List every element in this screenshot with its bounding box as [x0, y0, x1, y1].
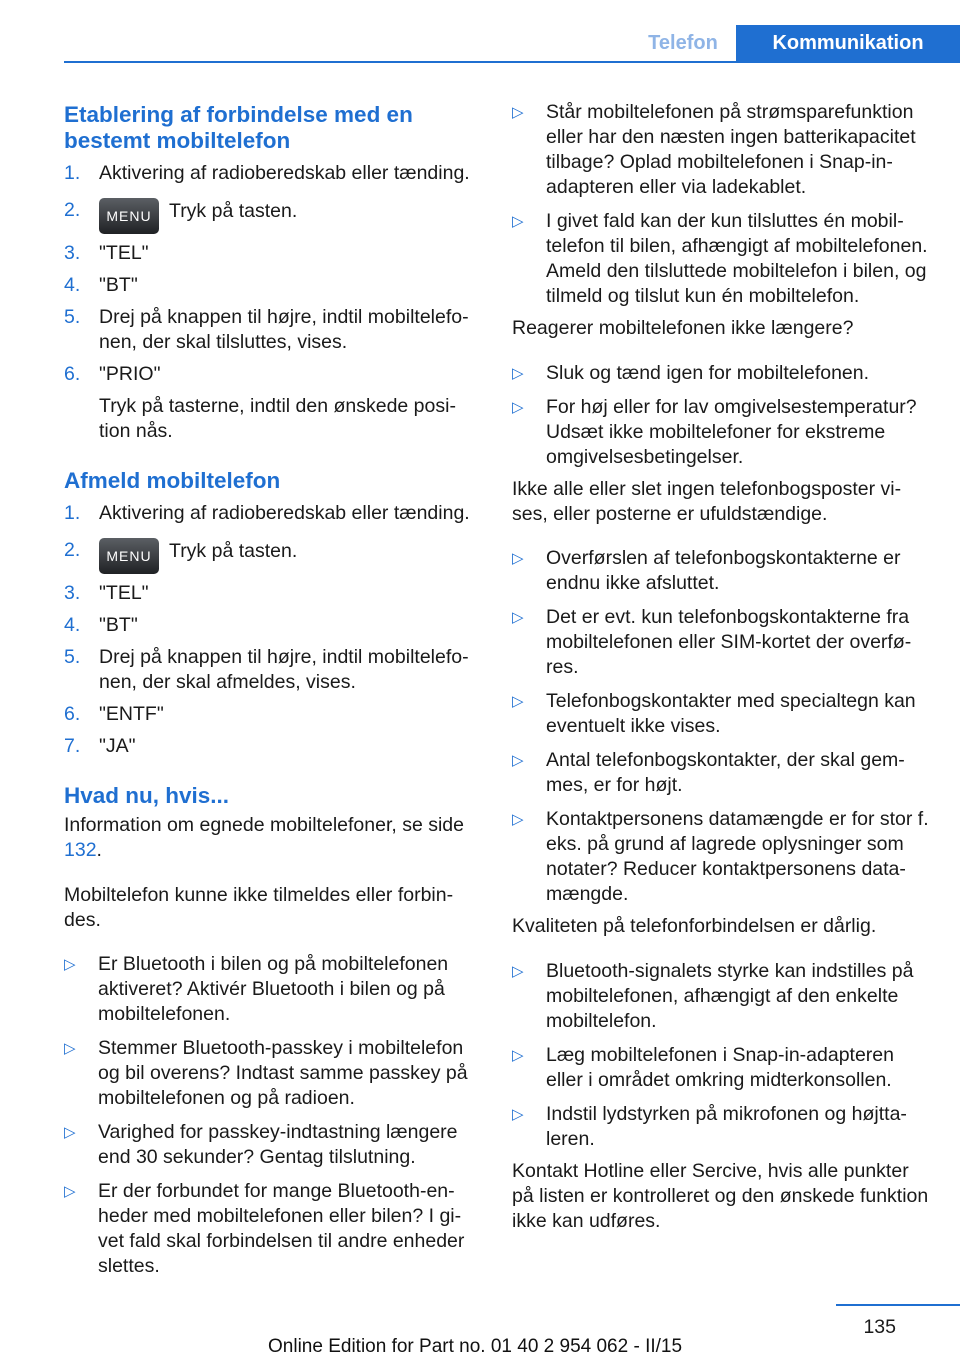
- step: [64, 305, 480, 355]
- list-item-text: I givet fald kan der kun tilsluttes én mobiltelefon til bilen, afhængigt af mobiltelefonen. Ameld den tilsluttede mobiltelefon i bilen, og tilmeld og tilslut kun én mobiltelefon.: [546, 210, 928, 307]
- footer-edition: Online Edition for Part no. 01 40 2 954 062 - II/15: [268, 1336, 683, 1357]
- step-content: [99, 538, 480, 574]
- left-column: [64, 102, 480, 1279]
- list-item: [512, 546, 930, 596]
- list-item: [512, 395, 930, 470]
- step: [64, 645, 480, 695]
- problem-text: Kvaliteten på telefonforbindelsen er dårlig.: [512, 915, 877, 937]
- step-content: [99, 198, 480, 234]
- header-tab-kommunikation[interactable]: Kommunikation: [736, 25, 960, 63]
- step-text: Drej på knappen til højre, indtil mobiltelefonen, der skal tilsluttes, vises.: [99, 306, 469, 353]
- page-number: 135: [863, 1316, 896, 1338]
- step: [64, 581, 480, 606]
- triangle-bullet-icon: ▷: [512, 398, 524, 416]
- step-text: "PRIO": [99, 363, 161, 385]
- step: [64, 362, 480, 444]
- step-text: "BT": [99, 274, 138, 296]
- closing-text: Kontakt Hotline eller Sercive, hvis alle punkter på listen er kontrolleret og den ønskede funktion ikke kan udføres.: [512, 1159, 929, 1232]
- step-number: 2.: [64, 539, 81, 561]
- info-paragraph: [64, 813, 480, 863]
- list-item-text: Er Bluetooth i bilen og på mobiltelefonen aktiveret? Aktivér Bluetooth i bilen og på mobiltelefonen.: [98, 953, 449, 1025]
- step-text: "JA": [99, 735, 136, 757]
- step: [64, 538, 480, 574]
- triangle-bullet-icon: ▷: [512, 609, 524, 626]
- list-item: [64, 1036, 480, 1111]
- triangle-bullet-icon: ▷: [64, 1124, 76, 1141]
- step: [64, 734, 480, 759]
- step-text: Tryk på tasten.: [169, 200, 298, 222]
- step-number: 5.: [64, 646, 81, 668]
- step-subtext: Tryk på tasterne, indtil den ønskede position nås.: [99, 395, 456, 442]
- triangle-bullet-icon: ▷: [512, 752, 524, 769]
- list-item-text: Sluk og tænd igen for mobiltelefonen.: [546, 361, 870, 384]
- step-number: 6.: [64, 363, 81, 385]
- problem-text: Mobiltelefon kunne ikke tilmeldes eller forbindes.: [64, 883, 454, 931]
- step-number: 1.: [64, 162, 81, 184]
- list-item-text: Er der forbundet for mange Bluetooth-enheder med mobiltelefonen eller bilen? I givet fald skal forbindelsen til andre enheder slettes.: [98, 1180, 465, 1277]
- triangle-bullet-icon: ▷: [512, 213, 524, 230]
- triangle-bullet-icon: ▷: [512, 1105, 524, 1123]
- list-item-text: For høj eller for lav omgivelsestemperatur? Udsæt ikke mobiltelefoner for ekstreme omgivelsesbetingelser.: [546, 395, 917, 468]
- menu-key-icon: MENU: [99, 198, 159, 234]
- list-item-text: Indstil lydstyrken på mikrofonen og højttaleren.: [546, 1102, 907, 1150]
- list-item-text: Bluetooth-signalets styrke kan indstilles på mobiltelefonen, afhængigt af den enkelte mobiltelefon.: [546, 959, 914, 1032]
- header-tab-telefon[interactable]: Telefon: [648, 32, 718, 54]
- list-item-text: Telefonbogskontakter med specialtegn kan eventuelt ikke vises.: [546, 690, 916, 737]
- info-end: .: [96, 839, 102, 861]
- list-item: [512, 100, 930, 200]
- step-number: 3.: [64, 242, 81, 264]
- menu-key-icon: MENU: [99, 538, 159, 574]
- step-number: 3.: [64, 582, 81, 604]
- step-number: 1.: [64, 502, 81, 524]
- bullet-list: [64, 952, 480, 1279]
- step-text: "TEL": [99, 242, 149, 264]
- step-number: 6.: [64, 703, 81, 725]
- list-item-text: Antal telefonbogskontakter, der skal gemmes, er for højt.: [546, 749, 905, 796]
- triangle-bullet-icon: ▷: [512, 1046, 524, 1064]
- step-text: "ENTF": [99, 703, 164, 725]
- triangle-bullet-icon: ▷: [512, 104, 524, 121]
- step-text: Tryk på tasten.: [169, 540, 298, 562]
- list-item: [512, 748, 930, 798]
- triangle-bullet-icon: ▷: [512, 962, 524, 980]
- step: [64, 198, 480, 234]
- bullet-list: [512, 100, 930, 309]
- steps-etablering: [64, 161, 480, 444]
- list-item: [512, 807, 930, 907]
- section-hvad-nu: [64, 783, 480, 1279]
- triangle-bullet-icon: ▷: [512, 693, 524, 710]
- page-link[interactable]: 132: [64, 839, 97, 861]
- list-item-text: Overførslen af telefonbogskontakterne er endnu ikke afsluttet.: [546, 547, 901, 594]
- triangle-bullet-icon: ▷: [512, 364, 524, 382]
- list-item-text: Det er evt. kun telefonbogskontakterne fra mobiltelefonen eller SIM-kortet der overføres.: [546, 606, 912, 678]
- step-number: 5.: [64, 306, 81, 328]
- list-item: [512, 361, 930, 386]
- section-etablering: [64, 102, 480, 444]
- list-item-text: Kontaktpersonens datamængde er for stor f. eks. på grund af lagrede oplysninger som notater? Reducer kontaktpersonens datamængde.: [546, 808, 929, 905]
- section-afmeld: [64, 468, 480, 759]
- triangle-bullet-icon: ▷: [64, 1183, 76, 1200]
- step-text: "BT": [99, 614, 138, 636]
- list-item-text: Står mobiltelefonen på strømsparefunktion eller har den næsten ingen batterikapacitet tilbage? Oplad mobiltelefonen i Snap-in-adapteren eller via ladekablet.: [546, 101, 916, 198]
- problem-text: Ikke alle eller slet ingen telefonbogsposter vises, eller posterne er ufuldstændige.: [512, 477, 902, 525]
- step-number: 2.: [64, 199, 81, 221]
- triangle-bullet-icon: ▷: [512, 811, 524, 828]
- list-item: [512, 605, 930, 680]
- step-number: 4.: [64, 614, 81, 636]
- list-item: [512, 1102, 930, 1152]
- step: [64, 613, 480, 638]
- step: [64, 273, 480, 298]
- step-text: Drej på knappen til højre, indtil mobiltelefonen, der skal afmeldes, vises.: [99, 646, 469, 693]
- triangle-bullet-icon: ▷: [512, 550, 524, 567]
- step-number: 4.: [64, 274, 81, 296]
- triangle-bullet-icon: ▷: [64, 956, 76, 973]
- step: [64, 241, 480, 266]
- step: [64, 161, 480, 186]
- list-item-text: Stemmer Bluetooth-passkey i mobiltelefon og bil overens? Indtast samme passkey på mobiltelefonen og på radioen.: [98, 1037, 468, 1109]
- section-title-etablering: Etablering af forbindelse med en bestemt mobiltelefon: [64, 102, 413, 153]
- step-text: Aktivering af radioberedskab eller tænding.: [99, 162, 470, 184]
- list-item: [64, 952, 480, 1027]
- list-item: [512, 959, 930, 1034]
- footer-rule: [836, 1304, 960, 1306]
- header-rule: [64, 61, 960, 63]
- list-item-text: Læg mobiltelefonen i Snap-in-adapteren eller i området omkring midterkonsollen.: [546, 1043, 894, 1091]
- step-text: Aktivering af radioberedskab eller tænding.: [99, 502, 470, 524]
- bullet-list: [512, 959, 930, 1152]
- right-column: [512, 100, 930, 1253]
- info-text: Information om egnede mobiltelefoner, se side: [64, 814, 464, 836]
- step: [64, 702, 480, 727]
- bullet-list: [512, 361, 930, 470]
- section-title-afmeld: Afmeld mobiltelefon: [64, 468, 281, 493]
- list-item: [512, 689, 930, 739]
- step-number: 7.: [64, 735, 81, 757]
- list-item: [64, 1120, 480, 1170]
- list-item: [64, 1179, 480, 1279]
- list-item: [512, 1043, 930, 1093]
- step: [64, 501, 480, 526]
- bullet-list: [512, 546, 930, 907]
- step-content: [99, 362, 480, 444]
- list-item: [512, 209, 930, 309]
- section-title-hvad-nu: Hvad nu, hvis...: [64, 783, 230, 808]
- list-item-text: Varighed for passkey-indtastning længere end 30 sekunder? Gentag tilslutning.: [98, 1121, 458, 1168]
- triangle-bullet-icon: ▷: [64, 1040, 76, 1057]
- problem-text: Reagerer mobiltelefonen ikke længere?: [512, 317, 854, 339]
- steps-afmeld: [64, 501, 480, 759]
- step-text: "TEL": [99, 582, 149, 604]
